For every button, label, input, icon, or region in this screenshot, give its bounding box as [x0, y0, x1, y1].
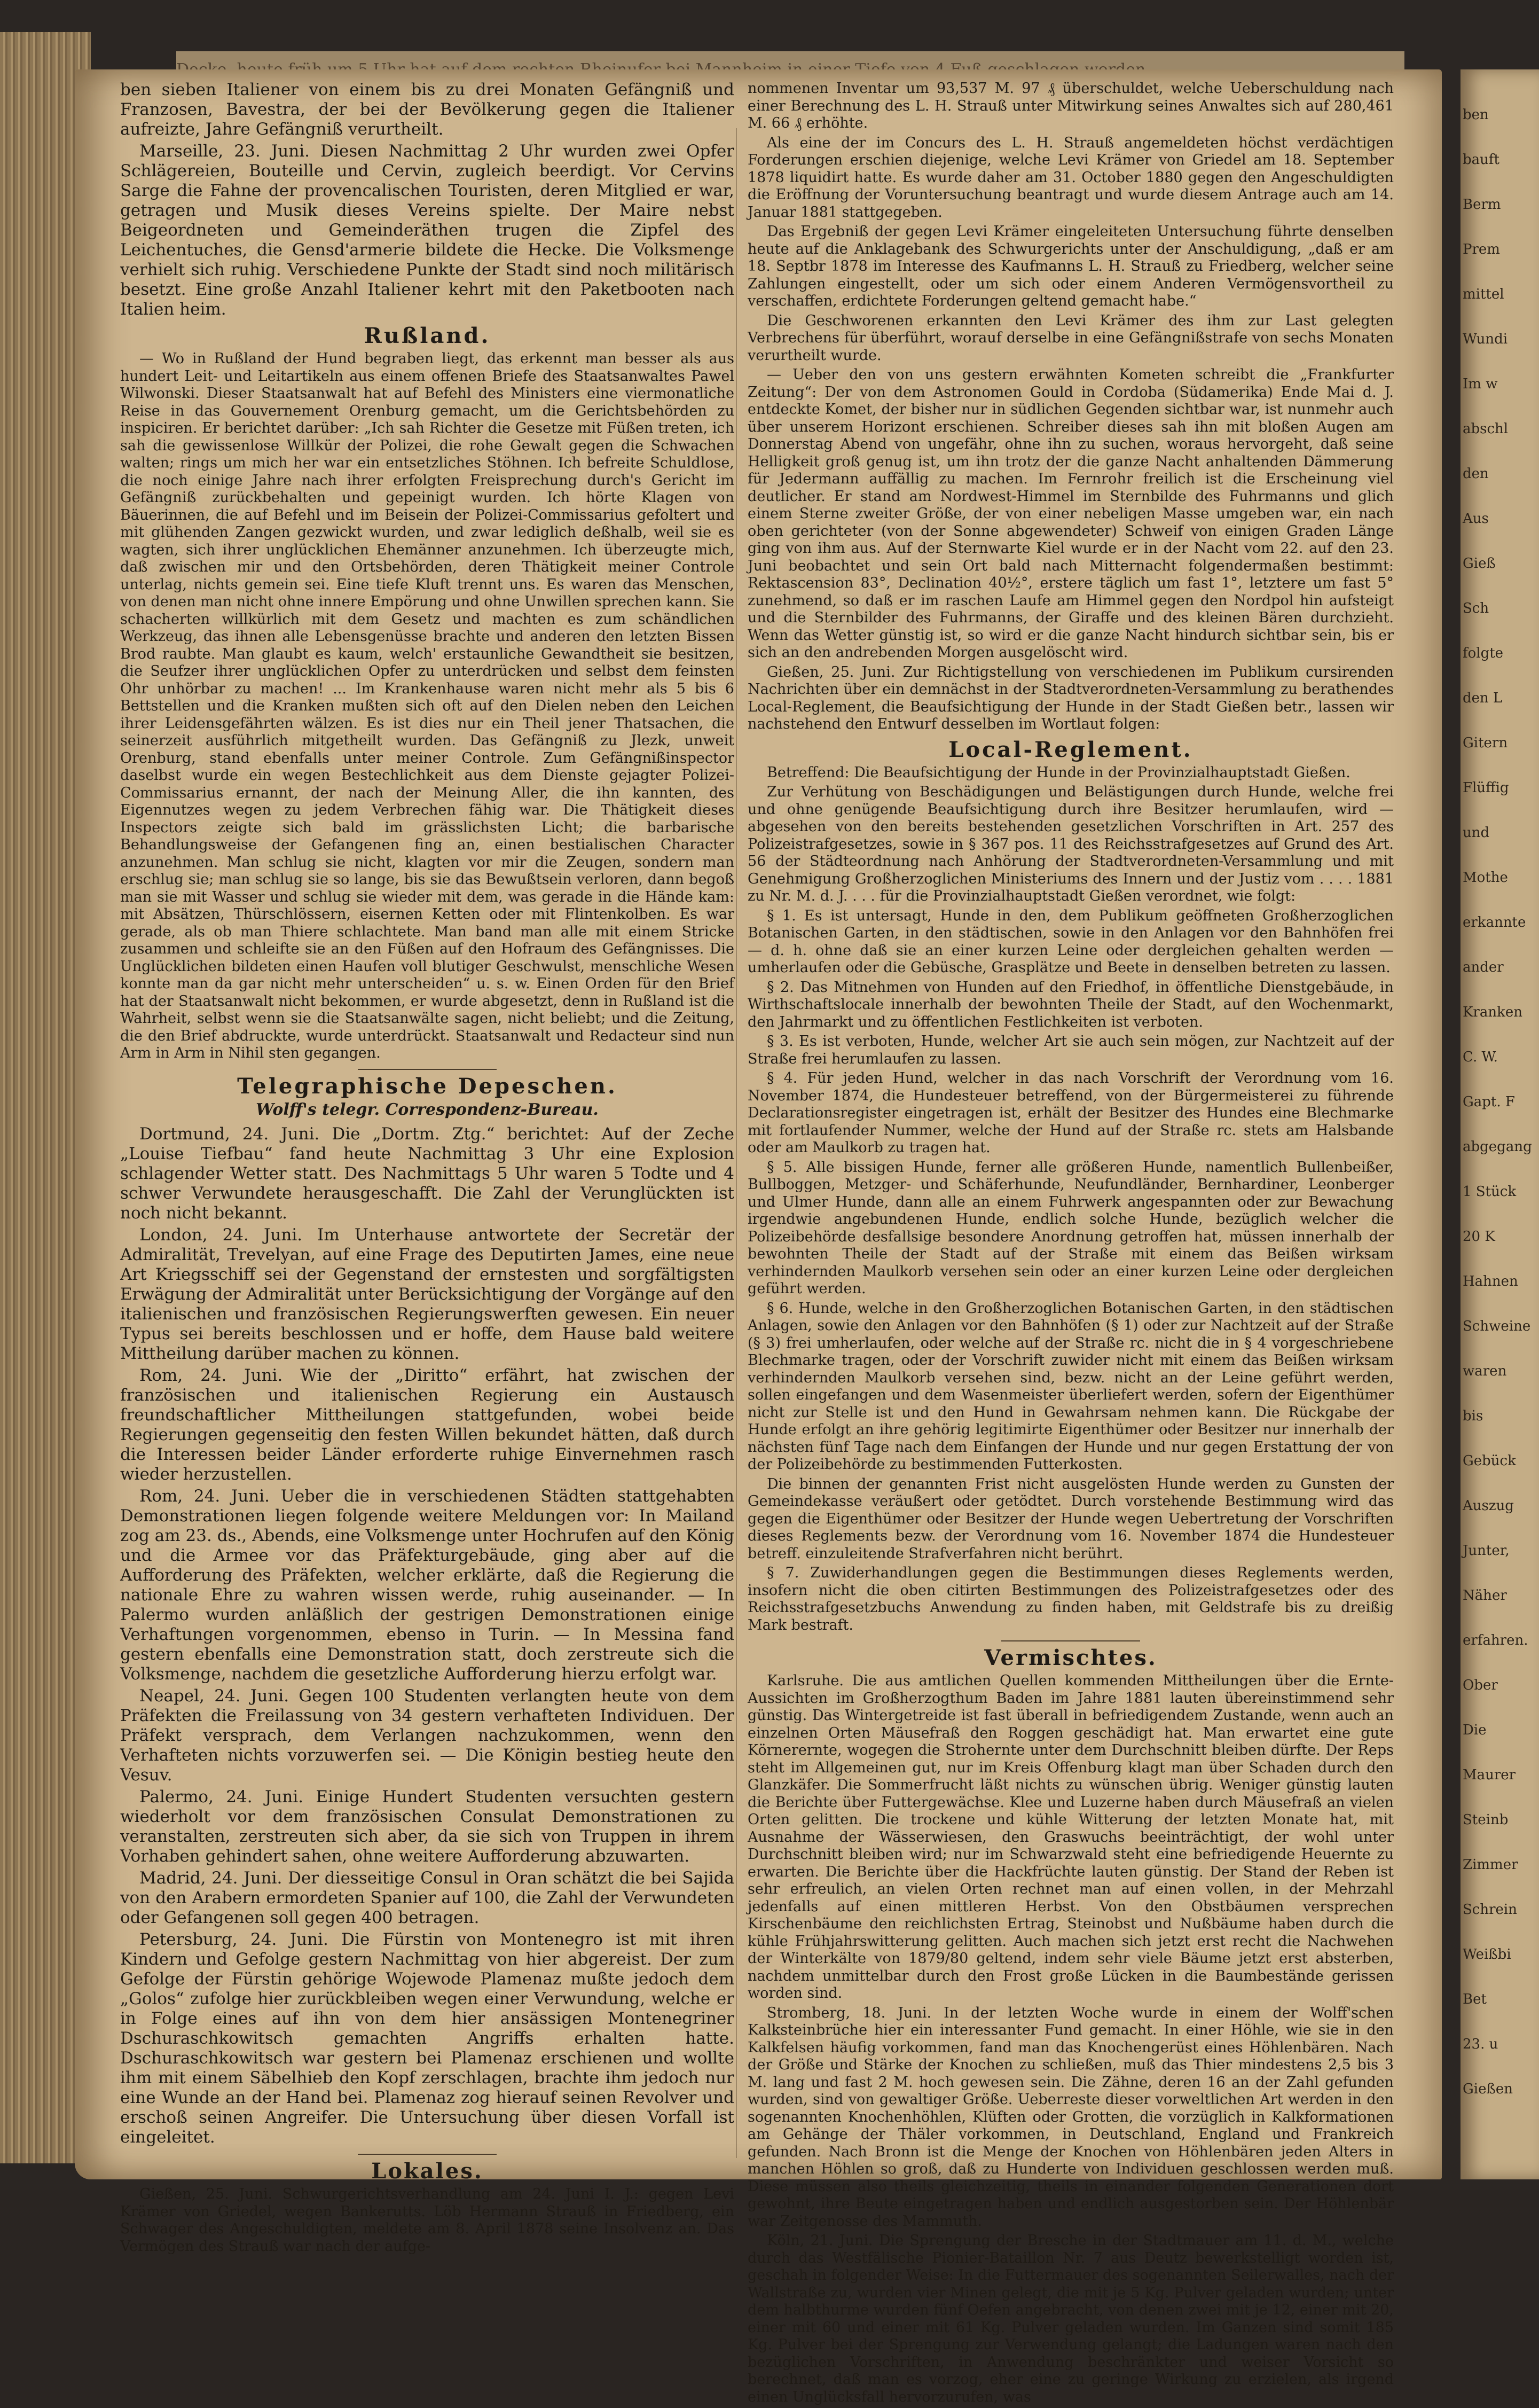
reglement-paragraph-1: § 1. Es ist untersagt, Hunde in den, dem Publikum geöffneten Großherzoglichen Botanischen Garten, in den städtischen, sowie in den Anlagen vor den Bahnhöfen frei — d. h. ohne daß sie an einer kurzen Leine oder dergleichen gehalten werden — umherlaufen oder die Gebüsche, Grasplätze und Beete in denselben betreten zu lassen.	[748, 907, 1394, 976]
giessen-dog-intro: Gießen, 25. Juni. Zur Richtigstellung von verschiedenen im Publikum cursirenden Nachrichten über ein demnächst in der Stadtverordneten-Versammlung zu berathendes Local-Reglement, die Beaufsichtigung der Hunde in der Stadt Gießen betr., lassen wir nachstehend den Entwurf desselben im Wortlaut folgen:	[748, 663, 1394, 732]
section-rule	[1001, 1640, 1140, 1641]
reglement-paragraph-3: § 3. Es ist verboten, Hunde, welcher Art sie auch sein mögen, zur Nachtzeit auf der Straße frei herumlaufen zu lassen.	[748, 1033, 1394, 1067]
dispatch-neapel: Neapel, 24. Juni. Gegen 100 Studenten verlangten heute von dem Präfekten die Freilassung von 34 gestern verhafteten Individuen. Der Präfekt versprach, dem Verlangen nachzukommen, wenn den Verhafteten nichts vorzuwerfen sei. — Die Königin bestieg heute den Vesuv.	[120, 1686, 734, 1785]
dispatch-rom-2: Rom, 24. Juni. Ueber die in verschiedenen Städten stattgehabten Demonstrationen liegen folgende weitere Meldungen vor: In Mailand zog am 23. ds., Abends, eine Volksmenge unter Hochrufen auf den König und die Armee vor das Präfekturgebäude, ging aber auf die Aufforderung des Präfekten, welcher erklärte, daß die Regierung die nationale Ehre zu wahren wissen werde, ruhig auseinander. — In Palermo wurden anläßlich der gestrigen Demonstrationen einige Verhaftungen vorgenommen, ebenso in Turin. — In Messina fand gestern ebenfalls eine Demonstration statt, doch zerstreute sich die Volksmenge, nachdem die gesetzliche Aufforderung hierzu erfolgt war.	[120, 1487, 734, 1684]
vermischtes-stromberg: Stromberg, 18. Juni. In der letzten Woche wurde in einem der Wolff'schen Kalksteinbrüche hier ein interessanter Fund gemacht. In einer Höhle, wie sie in den Kalkfelsen häufig vorkommen, fand man das Knochengerüst eines Höhlenbären. Nach der Größe und Stärke der Knochen zu schließen, muß das Thier mindestens 2,5 bis 3 M. lang und fast 2 M. hoch gewesen sein. Die Zähne, deren 16 an der Zahl gefunden wurden, sind von gewaltiger Größe. Ueberreste dieser vorweltlichen Art werden in den sogenannten Knochenhöhlen, Klüften oder Grotten, die vorzüglich in Kalkformationen am Gehänge der Thäler vorkommen, in Deutschland, England und Frankreich gefunden. Nach Bronn ist die Menge der Knochen von Höhlenbären jeden Alters in manchen Höhlen so groß, daß zu Hunderte von Individuen geschlossen werden muß. Diese müssen also theils gleichzeitig, theils in einander folgenden Generationen dort gewohnt, ihre Beute eingetragen haben und endlich ausgestorben sein. Der Höhlenbär war Zeitgenosse des Mammuth.	[748, 2004, 1394, 2230]
telegraph-subheading: Wolff's telegr. Correspondenz-Bureau.	[256, 1100, 599, 1119]
vermischtes-heading: Vermischtes.	[984, 1645, 1157, 1671]
adjacent-page-fragment: mittel	[1463, 286, 1504, 302]
adjacent-page-fragment: erfahren.	[1463, 1632, 1528, 1648]
adjacent-page-fragment: Berm	[1463, 197, 1501, 213]
reglement-paragraph-4: § 4. Für jeden Hund, welcher in das nach Vorschrift der Verordnung vom 16. November 1874, die Hundesteuer betreffend, von der Bürgermeisterei zu führende Declarationsregister eingetragen ist, erhält der Besitzer des Hundes eine Blechmarke mit fortlaufender Nummer, welche der Hund auf der Straße rc. stets am Halsbande oder am Maulkorb zu tragen hat.	[748, 1070, 1394, 1156]
section-rule	[358, 1069, 497, 1070]
adjacent-page	[1461, 69, 1539, 2179]
adjacent-page-fragment: 23. u	[1463, 2036, 1498, 2052]
adjacent-page-fragment: Im w	[1463, 376, 1498, 392]
marseille-paragraph: Marseille, 23. Juni. Diesen Nachmittag 2 Uhr wurden zwei Opfer Schlägereien, Bouteille und Cervin, zugleich beerdigt. Vor Cervins Sarge die Fahne der provencalischen Touristen, deren Mitglied er war, getragen und Musik dieses Vereins spielte. Der Maire nebst Beigeordneten und Gemeinderäthen trugen die Zipfel des Leichentuches, die Gensd'armerie bildete die Hecke. Die Volksmenge verhielt sich ruhig. Verschiedene Punkte der Stadt sind noch militärisch besetzt. Eine große Anzahl Italiener kehrt mit den Paketbooten nach Italien heim.	[120, 142, 734, 319]
comet-article: — Ueber den von uns gestern erwähnten Kometen schreibt die „Frankfurter Zeitung“: Der von dem Astronomen Gould in Cordoba (Südamerika) Ende Mai d. J. entdeckte Komet, der bisher nur in südlichen Gegenden sichtbar war, ist nunmehr auch über unserem Horizont erschienen. Schreiber dieses sah ihn mit bloßen Augen am Donnerstag Abend von ungefähr, ohne ihn zu suchen, woraus hervorgeht, daß seine Helligkeit groß genug ist, um ihn trotz der die ganze Nacht anhaltenden Dämmerung für Jedermann auffällig zu machen. Im Fernrohr freilich ist die Erscheinung viel deutlicher. Er stand am Nordwest-Himmel im Sternbilde des Fuhrmanns und glich einem Sterne zweiter Größe, der von einer nebeligen Masse umgeben war, ein nach oben gerichteter (von der Sonne abgewendeter) Schweif von einigen Graden Länge ging von ihm aus. Auf der Sternwarte Kiel wurde er in der Nacht vom 22. auf den 23. Juni beobachtet und sein Ort bald nach Mitternacht folgendermaßen bestimmt: Rektascension 83°, Declination 40½°, ersterе täglich um fast 1°, letztere um fast 5° zunehmend, so daß er im raschen Laufe am Himmel gegen den Nordpol hin aufsteigt und die Sternbilder des Fuhrmanns, der Giraffe und des kleinen Bären durchzieht. Wenn das Wetter günstig ist, so wird er die ganze Nacht hindurch sichtbar sein, bis er sich an den andrebenden Morgen ausgelöscht wird.	[748, 366, 1394, 661]
adjacent-page-fragment: erkannte	[1463, 914, 1526, 931]
reglement-heading: Local-Reglement.	[948, 737, 1193, 762]
adjacent-page-fragment: Gieß	[1463, 556, 1496, 572]
reglement-paragraph-6b: Die binnen der genannten Frist nicht ausgelösten Hunde werden zu Gunsten der Gemeindekasse veräußert oder getödtet. Durch vorstehende Bestimmung wird das gegen die Eigenthümer oder Besitzer der Hunde wegen Uebertretung der Vorschriften dieses Reglements bezw. der Verordnung vom 16. November 1874 die Hundesteuer betreff. einzuleitende Strafverfahren nicht berührt.	[748, 1475, 1394, 1562]
adjacent-page-fragment: Auszug	[1463, 1498, 1514, 1514]
trial-continuation: nommenen Inventar um 93,537 M. 97 ₰ überschuldet, welche Ueberschuldung nach einer Berechnung des L. H. Strauß unter Mitwirkung seines Anwaltes sich auf 280,461 M. 66 ₰ erhöhte.	[748, 80, 1394, 131]
adjacent-page-fragment: Ober	[1463, 1677, 1498, 1693]
adjacent-page-fragment: abschl	[1463, 421, 1509, 437]
adjacent-page-fragment: Gitern	[1463, 735, 1508, 751]
adjacent-page-fragment: Gebück	[1463, 1453, 1516, 1469]
right-column	[748, 80, 1394, 2408]
russland-article: — Wo in Rußland der Hund begraben liegt, das erkennt man besser als aus hundert Leit- und Leitartikeln aus einem offenen Briefe des Staatsanwaltes Pawel Wilwonski. Dieser Staatsanwalt hat auf Befehl des Ministers eine viermonatliche Reise in das Gouvernement Orenburg gemacht, um die Gerichtsbehörden zu inspiciren. Er berichtet darüber: „Ich sah Richter die Gesetze mit Füßen treten, ich sah die gewissenlose Willkür der Polizei, die rohe Gewalt gegen die Schwachen walten; rings um mich her war ein entsetzliches Stöhnen. Ich befreite Schuldlose, die noch einige Jahre nach ihrer erfolgten Freisprechung durch's Gericht im Gefängniß zurückbehalten und gepeinigt wurden. Ich hörte Klagen von Bäuerinnen, die auf Befehl und im Beisein der Polizei-Commissarius gefoltert und mit glühenden Zangen gezwickt wurden, und zwar lediglich deßhalb, weil sie es wagten, sich ihrer unglücklichen Ehemänner anzunehmen. Ich überzeugte mich, daß zwischen mir und den Ortsbehörden, deren Thätigkeit meiner Controle unterlag, nichts gemein sei. Eine tiefe Kluft trennt uns. Es waren das Menschen, von denen man nicht ohne innere Empörung und ohne Unwillen sprechen kann. Sie schacherten willkürlich mit dem Gesetz und machten es zum schändlichen Werkzeug, das ihnen alle Lebensgenüsse brachte und anderen den letzten Bissen Brod raubte. Man glaubt es kaum, welch' erstaunliche Gewandtheit sie besitzen, die Seufzer ihrer unglücklichen Opfer zu unterdrücken und selbst dem feinsten Ohr unhörbar zu machen! ... Im Krankenhause waren nicht mehr als 5 bis 6 Bettstellen und die Kranken mußten sich oft auf den Dielen neben den Leichen ihrer Leidensgefährten wälzen. Es ist dies nur ein Theil jener Thatsachen, die seinerzeit ausführlich mitgetheilt wurden. Das Gefängniß zu Jlezk, unweit Orenburg, stand ebenfalls unter meiner Controle. Zum Gefängnißinspector daselbst wurde ein wegen Bestechlichkeit aus dem Dienste gejagter Polizei-Commissarius ernannt, der nach der Meinung Aller, die ihn kannten, des Eigennutzes wegen zu jedem Verbrechen fähig war. Die Thätigkeit dieses Inspectors zeigte sich bald im grässlichsten Licht; die barbarische Behandlungsweise der Gefangenen fing an, einen bestialischen Character anzunehmen. Man schlug sie nicht, klagten vor mir die Zeugen, sondern man erschlug sie; man schlug sie so lange, bis sie das Bewußtsein verloren, dann begoß man sie mit Wasser und schlug sie wieder mit dem, was gerade in die Hände kam: mit Absätzen, Thürschlössern, eisernen Ketten oder mit Flintenkolben. Es war gerade, als ob man Thiere schlachtete. Man band man alle mit einem Stricke zusammen und schleifte sie an den Füßen auf den Hofraum des Gefängnisses. Die Unglücklichen bildeten einen Haufen voll blutiger Geschwulst, menschliche Wesen konnte man da gar nicht mehr unterscheiden“ u. s. w. Einen Orden für den Brief hat der Staatsanwalt nicht bekommen, er wurde abgesetzt, denn in Rußland ist die Wahrheit, selbst wenn sie die Staatsanwälte sagen, nicht beliebt; und die Zeitung, die den Brief abdruckte, wurde unterdrückt. Staatsanwalt und Redacteur sind nun Arm in Arm in Nihil sten gegangen.	[120, 350, 734, 1062]
adjacent-page-fragment: Weißbi	[1463, 1946, 1511, 1963]
adjacent-page-fragment: 20 K	[1463, 1229, 1495, 1245]
adjacent-page-fragment: Wundi	[1463, 331, 1508, 347]
adjacent-page-fragment: ben	[1463, 107, 1489, 123]
reglement-paragraph-5: § 5. Alle bissigen Hunde, ferner alle größeren Hunde, namentlich Bullenbeißer, Bullboggen, Metzger- und Schäferhunde, Neufundländer, Bernhardiner, Leonberger und Ulmer Hunde, dann alle an einem Fuhrwerk angespannten oder zur Bewachung irgendwie angebundenen Hunde, endlich solche Hunde, bezüglich welcher die Polizeibehörde desfallsige besondere Anordnung getroffen hat, müssen innerhalb der bewohnten Theile der Stadt auf der Straße mit einem das Beißen wirksam verhindernden Maulkorb versehen sein oder an einer kurzen Leine oder dergleichen geführt werden.	[748, 1159, 1394, 1297]
adjacent-page-fragment: ander	[1463, 959, 1504, 975]
dispatch-madrid: Madrid, 24. Juni. Der diesseitige Consul in Oran schätzt die bei Sajida von den Arabern ermordeten Spanier auf 100, die Zahl der Verwundeten oder Gefangenen soll gegen 400 betragen.	[120, 1868, 734, 1928]
adjacent-page-fragment: 1 Stück	[1463, 1184, 1517, 1200]
adjacent-page-fragment: Hahnen	[1463, 1273, 1518, 1289]
adjacent-page-fragment: Sch	[1463, 600, 1489, 616]
adjacent-page-fragment: Näher	[1463, 1588, 1507, 1604]
telegraph-heading: Telegraphische Depeschen.	[237, 1073, 617, 1099]
reglement-subject: Betreffend: Die Beaufsichtigung der Hunde in der Provinzialhauptstadt Gießen.	[767, 764, 1350, 781]
vermischtes-koeln: Köln, 21. Juni. Die Sprengung der Bresche in der Stadtmauer am 11. d. M., welche durch das Westfälische Pionier-Bataillon Nr. 7 aus Deutz bewerkstelligt worden ist, geschah in folgender Weise: In die Futtermauer des sogenannten Seilerwalles, nach der Wallstraße zu, wurden vier Minen gelegt, die mit je 5 Kg. Pulver geladen wurden; unter dem halbthurme wurden fünf Oefen angebracht, von denen zwei mit je 12, einer mit 20, einer mit 60 und einer mit 61 Kg. Pulver geladen wurden. Im Ganzen sind somit 185 Kg. Pulver bei der Sprengung zur Verwendung gelangt; die Ladungen waren nach den bezüglichen Vorschriften, in Anwendung beschränkter und weiser Vorsicht so berechnet, daß man es vorzog, eher eine zu geringe Wirkung zu erzielen, als irgend einen Unglücksfall hervorzurufen, was	[748, 2232, 1394, 2405]
adjacent-page-fragment: waren	[1463, 1363, 1507, 1379]
lokales-heading: Lokales.	[371, 2159, 483, 2184]
dispatch-palermo: Palermo, 24. Juni. Einige Hundert Studenten versuchten gestern wiederholt vor dem französischen Consulat Demonstrationen zu veranstalten, zerstreuten sich aber, da sie sich von Truppen in ihrem Vorhaben gehindert sahen, ohne weitere Aufforderung abzuwarten.	[120, 1787, 734, 1866]
adjacent-page-fragment: Bet	[1463, 1991, 1487, 2007]
section-rule	[358, 2154, 497, 2155]
intro-paragraph: ben sieben Italiener von einem bis zu drei Monaten Gefängniß und Franzosen, Bavestra, der bei der Bevölkerung gegen die Italiener aufreizte, Jahre Gefängniß verurtheilt.	[120, 80, 734, 139]
adjacent-page-fragment: Prem	[1463, 241, 1500, 257]
adjacent-page-fragment: Steinb	[1463, 1812, 1509, 1828]
adjacent-page-fragment: bauft	[1463, 152, 1499, 168]
reglement-paragraph-2: § 2. Das Mitnehmen von Hunden auf den Friedhof, in öffentliche Dienstgebäude, in Wirthschaftslocale innerhalb der bewohnten Theile der Stadt, auf den Wochenmarkt, den Jahrmarkt und zu öffentlichen Festlichkeiten ist verboten.	[748, 979, 1394, 1030]
adjacent-page-fragment: bis	[1463, 1408, 1483, 1424]
adjacent-page-fragment: Schrein	[1463, 1902, 1517, 1918]
reglement-paragraph-6: § 6. Hunde, welche in den Großherzoglichen Botanischen Garten, in den städtischen Anlagen, sowie den Anlagen vor den Bahnhöfen (§ 1) oder zur Nachtzeit auf der Straße (§ 3) frei umherlaufen, oder welche auf der Straße rc. nicht die in § 4 vorgeschriebene Blechmarke tragen, oder der Vorschrift zuwider nicht mit einem das Beißen wirksam verhindernden Maulkorb versehen sind, bezw. nicht an der Leine geführt werden, sollen eingefangen und dem Wasenmeister überliefert werden, sofern der Eigenthümer nicht zur Stelle ist und den Hund in Gewahrsam nehmen kann. Die Rückgabe der Hunde erfolgt an ihre gehörig legitimirte Eigenthümer oder Besitzer nur innerhalb der nächsten fünf Tage nach dem Einfangen der Hunde und nur gegen Erstattung der von der Polizeibehörde zu bestimmenden Futterkosten.	[748, 1300, 1394, 1473]
adjacent-page-fragment: Die	[1463, 1722, 1487, 1738]
reglement-preamble: Zur Verhütung von Beschädigungen und Belästigungen durch Hunde, welche frei und ohne genügende Beaufsichtigung durch ihre Besitzer herumlaufen, wird — abgesehen von den bereits bestehenden gesetzlichen Vorschriften in Art. 257 des Polizeistrafgesetzes, sowie in § 367 pos. 11 des Reichsstrafgesetzes auf Grund des Art. 56 der Städteordnung nach Anhörung der Stadtverordneten-Versammlung und mit Genehmigung Großherzoglichen Ministeriums des Innern und der Justiz vom . . . . 1881 zu Nr. M. d. J. . . . für die Provinzialhauptstadt Gießen verordnet, wie folgt:	[748, 784, 1394, 905]
adjacent-page-fragment: Gapt. F	[1463, 1094, 1515, 1110]
dispatch-rom-1: Rom, 24. Juni. Wie der „Diritto“ erfährt, hat zwischen der französischen und italienischen Regierung ein Austausch freundschaftlicher Mittheilungen stattgefunden, wobei beide Regierungen gegenseitig den festen Willen bekundet hätten, daß durch die Interessen beider Länder erforderte ruhige Einvernehmen rasch wieder herzustellen.	[120, 1366, 734, 1484]
dispatch-petersburg: Petersburg, 24. Juni. Die Fürstin von Montenegro ist mit ihren Kindern und Gefolge gestern Nachmittag von hier abgereist. Der zum Gefolge der Fürstin gehörige Wojewode Plamenaz mußte jedoch dem „Golos“ zufolge hier zurückbleiben wegen einer Verwundung, welche er in Folge eines auf ihn von dem hier ansässigen Montenegriner Dschuraschkowitsch gemachten Angriffs erhalten hatte. Dschuraschkowitsch war gestern bei Plamenaz erschienen und wollte ihm mit einem Säbelhieb den Kopf zerschlagen, brachte ihm jedoch nur eine Wunde an der Hand bei. Plamenaz zog hierauf seinen Revolver und erschoß seinen Angreifer. Die Untersuchung über diesen Vorfall ist eingeleitet.	[120, 1930, 734, 2147]
trial-paragraph-2: Als eine der im Concurs des L. H. Strauß angemeldeten höchst verdächtigen Forderungen erschien diejenige, welche Levi Krämer von Griedel am 18. September 1878 liquidirt hatte. Es wurde daher am 31. October 1880 gegen den Angeschuldigten die Eröffnung der Voruntersuchung beantragt und wurde diesem Antrage auch am 14. Januar 1881 stattgegeben.	[748, 134, 1394, 221]
adjacent-page-fragment: Mothe	[1463, 870, 1508, 886]
adjacent-page-fragment: Junter,	[1463, 1543, 1510, 1559]
adjacent-page-fragment: und	[1463, 825, 1490, 841]
adjacent-page-fragment: folgte	[1463, 645, 1504, 661]
adjacent-page-fragment: Schweine	[1463, 1318, 1531, 1334]
adjacent-page-fragment: C. W.	[1463, 1049, 1498, 1065]
trial-paragraph-4: Die Geschworenen erkannten den Levi Krämer des ihm zur Last gelegten Verbrechens für überführt, worauf derselbe in eine Gefängnißstrafe von sechs Monaten verurtheilt wurde.	[748, 312, 1394, 364]
adjacent-page-fragment: abgegang	[1463, 1139, 1532, 1155]
trial-paragraph-3: Das Ergebniß der gegen Levi Krämer eingeleiteten Untersuchung führte denselben heute auf die Anklagebank des Schwurgerichts unter der Anschuldigung, „daß er am 18. Septbr 1878 im Interesse des Kaufmanns L. H. Strauß zu Friedberg, welcher seine Zahlungen eingestellt, oder um sich oder einem Anderen Vermögensvortheil zu verschaffen, erdichtete Forderungen geltend gemacht habe.“	[748, 223, 1394, 309]
adjacent-page-fragment: Aus	[1463, 511, 1489, 527]
adjacent-page-fragment: Gießen	[1463, 2081, 1513, 2097]
dispatch-london: London, 24. Juni. Im Unterhause antwortete der Secretär der Admiralität, Trevelyan, auf eine Frage des Deputirten James, eine neue Art Kriegsschiff sei der Gegenstand der ernstesten und sorgfältigsten Erwägung der Admiralität unter Berücksichtigung der Vorgänge auf den italienischen und französischen Regierungswerften gewesen. Ein neuer Typus sei bereits beschlossen und er hoffe, dem Hause bald weitere Mittheilung darüber machen zu können.	[120, 1225, 734, 1364]
russland-heading: Rußland.	[364, 323, 491, 348]
lokales-article: Gießen, 25. Juni. Schwurgerichtsverhandlung am 24. Juni I. J.: gegen Levi Krämer von Griedel, wegen Bankerutts. Löb Hermann Strauß in Friedberg, ein Schwager des Angeschuldigten, meldete am 8. April 1878 seine Insolvenz an. Das Vermögen des Strauß war nach der aufge-	[120, 2186, 734, 2255]
adjacent-page-fragment: den L	[1463, 690, 1503, 706]
adjacent-page-fragment: Zimmer	[1463, 1857, 1518, 1873]
adjacent-page-fragment: Maurer	[1463, 1767, 1516, 1783]
vermischtes-karlsruhe: Karlsruhe. Die aus amtlichen Quellen kommenden Mittheilungen über die Ernte-Aussichten im Großherzogthum Baden im Jahre 1881 lauten übereinstimmend sehr günstig. Das Wintergetreide ist fast überall in befriedigendem Zustande, wenn auch an einzelnen Orten Mäusefraß den Roggen geschädigt hat. Man erwartet eine gute Körnerernte, wogegen die Strohernte unter dem Durchschnitt bleiben dürfte. Der Reps steht im Allgemeinen gut, nur im Kreis Offenburg klagt man über Schaden durch den Glanzkäfer. Die Sommerfrucht läßt nichts zu wünschen übrig. Weniger günstig lauten die Berichte über Futtergewächse. Klee und Luzerne haben durch Mäusefraß an vielen Orten gelitten. Die trockene und kühle Witterung der letzten Monate hat, mit Ausnahme der Wässerwiesen, den Graswuchs beeinträchtigt, der wohl unter Durchschnitt bleiben wird; nur im Schwarzwald steht eine befriedigende Heuernte zu erwarten. Die Berichte über die Hackfrüchte lauten günstig. Der Stand der Reben ist sehr erfreulich, an vielen Orten rechnet man auf einen vollen, in der Mehrzahl jedenfalls auf einen mittleren Herbst. Von den Obstbäumen versprechen Kirschenbäume den reichlichsten Ertrag, Steinobst und Nußbäume haben durch die kühle Frühjahrswitterung gelitten. Auch machen sich jetzt erst recht die Nachwehen der Winterkälte von 1879/80 geltend, indem sehr viele Bäume jetzt erst absterben, nachdem unmittelbar durch den Frost große Lücken in die Baumbestände gerissen worden sind.	[748, 1672, 1394, 2002]
reglement-paragraph-7: § 7. Zuwiderhandlungen gegen die Bestimmungen dieses Reglements werden, insofern nicht die oben citirten Bestimmungen des Polizeistrafgesetzes oder des Reichsstrafgesetzbuchs Anwendung zu finden haben, mit Geldstrafe bis zu dreißig Mark bestraft.	[748, 1565, 1394, 1633]
left-column	[120, 80, 734, 2257]
adjacent-page-fragment: Flüffig	[1463, 780, 1509, 796]
adjacent-page-fragment: den	[1463, 466, 1489, 482]
dispatch-dortmund: Dortmund, 24. Juni. Die „Dortm. Ztg.“ berichtet: Auf der Zeche „Louise Tiefbau“ fand heute Nachmittag 3 Uhr eine Explosion schlagender Wetter statt. Des Nachmittags 5 Uhr waren 5 Todte und 4 schwer Verwundete herausgeschafft. Die Zahl der Verunglückten ist noch nicht bekannt.	[120, 1124, 734, 1223]
column-divider	[736, 128, 737, 2158]
adjacent-page-fragment: Kranken	[1463, 1004, 1522, 1020]
